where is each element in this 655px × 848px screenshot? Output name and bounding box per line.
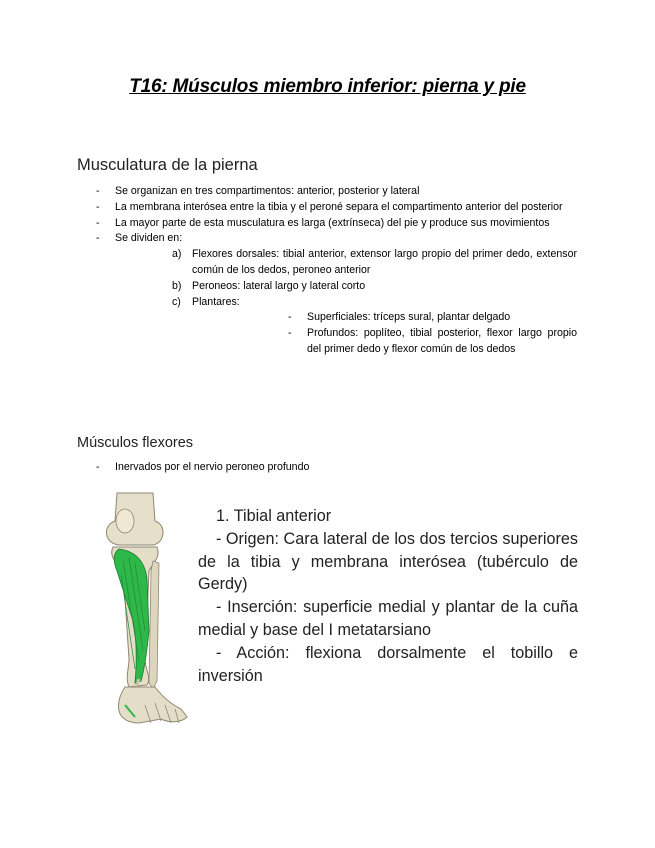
list-item: - La mayor parte de esta musculatura es larga (extrínseca) del pie y produce sus movimientos xyxy=(96,216,550,229)
section-heading-pierna: Musculatura de la pierna xyxy=(77,156,258,174)
tibialis-anterior-illustration xyxy=(95,491,195,731)
list-item: - Superficiales: tríceps sural, plantar delgado xyxy=(288,311,511,324)
muscle-accion: - Acción: flexiona dorsalmente el tobillo e inversión xyxy=(198,643,578,685)
muscle-origen: - Origen: Cara lateral de los dos tercios superiores de la tibia y membrana interósea (tubérculo de Gerdy) xyxy=(198,529,578,594)
list-item: - Profundos: poplíteo, tibial posterior, flexor largo propio del primer dedo y flexor común de los dedos xyxy=(288,327,577,355)
list-item: - Inervados por el nervio peroneo profundo xyxy=(96,461,310,473)
page-title: T16: Músculos miembro inferior: pierna y pie xyxy=(129,76,526,97)
list-item: - Se dividen en: a) Flexores dorsales: tibial anterior, extensor largo propio del primer dedo, extensor común de los dedos, peroneo anterior b) Peroneos: lateral largo y lateral corto c) Plantares: - Superficiales: tríceps sural, plantar delgado - Profundos: poplíteo, tibial posterior, flexor largo propio del primer dedo y flexor común de los dedos xyxy=(77,231,577,357)
list-item: - Se organizan en tres compartimentos: anterior, posterior y lateral xyxy=(96,185,420,197)
section-heading-flexores: Músculos flexores xyxy=(77,435,194,451)
list-item: b) Peroneos: lateral largo y lateral corto xyxy=(172,279,366,292)
muscle-insercion: - Inserción: superficie medial y plantar de la cuña medial y base del I metatarsiano xyxy=(198,598,578,639)
list-item: - La membrana interósea entre la tibia y el peroné separa el compartimento anterior del posterior xyxy=(96,200,563,213)
tibial-anterior-description xyxy=(198,505,578,687)
muscle-name: 1. Tibial anterior xyxy=(216,507,332,525)
divisions-list xyxy=(115,247,577,358)
list-item: a) Flexores dorsales: tibial anterior, extensor largo propio del primer dedo, extensor común de los dedos, peroneo anterior xyxy=(172,248,577,276)
list-item: c) Plantares: - Superficiales: tríceps sural, plantar delgado - Profundos: poplíteo, tibial posterior, flexor largo propio del primer dedo y flexor común de los dedos xyxy=(115,295,577,358)
plantares-list xyxy=(192,310,577,357)
flexores-bullet-list xyxy=(77,460,577,476)
pierna-bullet-list xyxy=(77,184,577,358)
